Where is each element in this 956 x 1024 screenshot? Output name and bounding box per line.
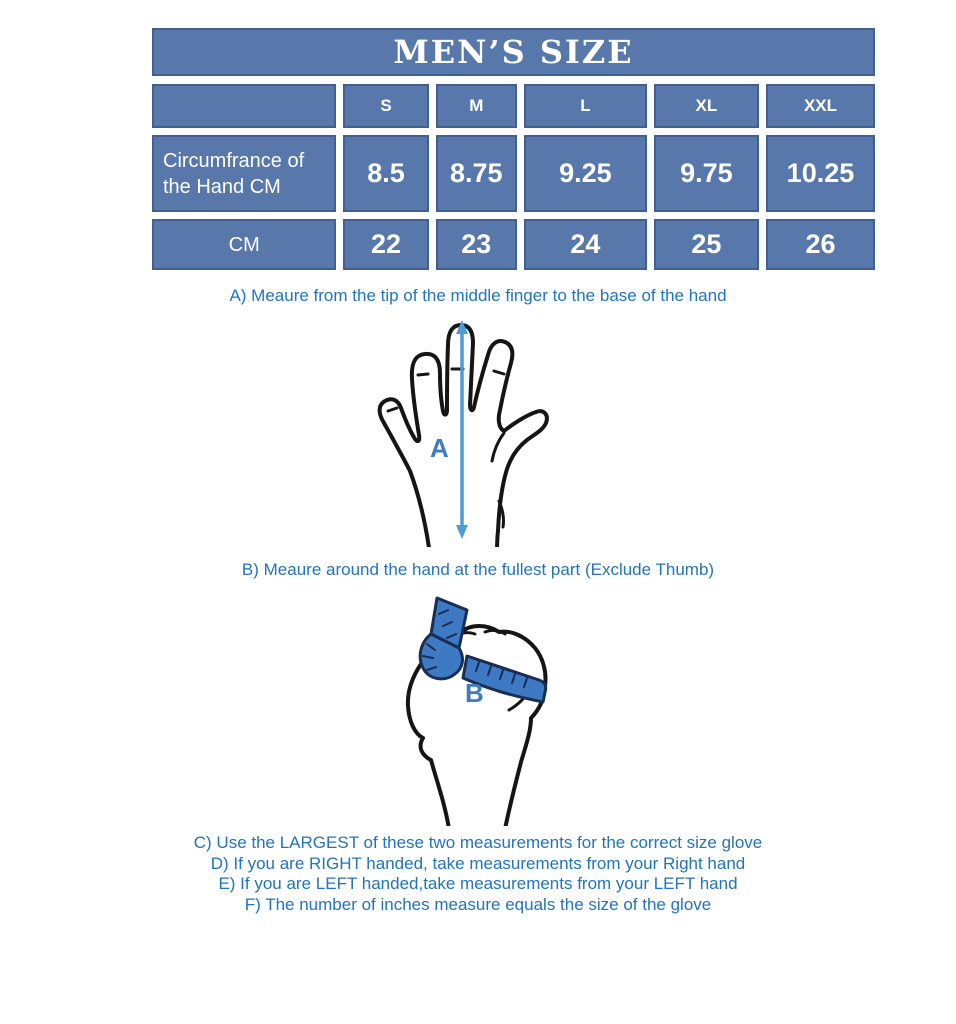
size-header-xxl: XXL bbox=[766, 84, 875, 128]
circumference-row-label: Circumfrance of the Hand CM bbox=[152, 135, 336, 212]
size-header-m: M bbox=[436, 84, 517, 128]
circumference-value-m: 8.75 bbox=[436, 135, 517, 212]
cm-row-label: CM bbox=[152, 219, 336, 270]
mens-size-table bbox=[152, 28, 875, 270]
fist-tape-measure-diagram bbox=[393, 586, 578, 826]
instruction-f-text: F) The number of inches measure equals the size of the glove bbox=[244, 894, 712, 914]
instruction-c-text: C) Use the LARGEST of these two measurements for the correct size glove bbox=[193, 833, 763, 852]
instruction-list bbox=[6, 833, 950, 915]
size-grid bbox=[152, 84, 875, 270]
open-hand-measure-diagram bbox=[352, 313, 557, 547]
cm-value-s: 22 bbox=[343, 219, 428, 270]
instruction-d-text: D) If you are RIGHT handed, take measurements from your Right hand bbox=[210, 853, 746, 873]
size-header-l: L bbox=[524, 84, 647, 128]
label-b: B bbox=[465, 678, 484, 708]
cm-value-xxl: 26 bbox=[766, 219, 875, 270]
corner-cell bbox=[152, 84, 336, 128]
instruction-e-text: E) If you are LEFT handed,take measurements from your LEFT hand bbox=[218, 874, 738, 893]
table-title: MEN’S SIZE bbox=[152, 28, 875, 76]
label-a: A bbox=[430, 433, 449, 463]
circumference-value-s: 8.5 bbox=[343, 135, 428, 212]
cm-value-xl: 25 bbox=[654, 219, 759, 270]
circumference-value-l: 9.25 bbox=[524, 135, 647, 212]
size-header-s: S bbox=[343, 84, 428, 128]
instruction-b-text: B) Meaure around the hand at the fullest part (Exclude Thumb) bbox=[241, 560, 715, 579]
instruction-a-text: A) Meaure from the tip of the middle finger to the base of the hand bbox=[229, 286, 727, 305]
cm-value-m: 23 bbox=[436, 219, 517, 270]
circumference-value-xl: 9.75 bbox=[654, 135, 759, 212]
size-header-xl: XL bbox=[654, 84, 759, 128]
circumference-value-xxl: 10.25 bbox=[766, 135, 875, 212]
cm-value-l: 24 bbox=[524, 219, 647, 270]
